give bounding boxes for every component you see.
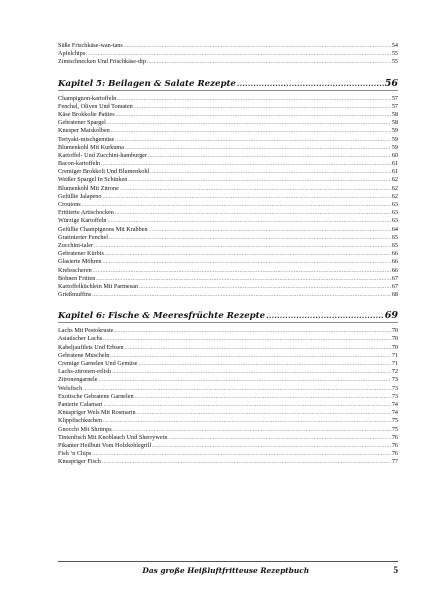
- dot-leader: [139, 284, 391, 292]
- toc-entry[interactable]: [58, 344, 398, 352]
- toc-entry-page-number: 73: [391, 384, 398, 392]
- toc-entry-page-number: 58: [391, 110, 398, 118]
- toc-entry-page-number: 71: [391, 360, 398, 367]
- toc-entry-title: Bacon-kartoffeln: [58, 160, 101, 168]
- toc-entry-title: Teriyaki-mischgemüse: [58, 135, 115, 143]
- toc-entry-title: Zucchini-taler: [58, 241, 94, 249]
- toc-entry-title: Blumenkohl Mit Zitrone: [58, 184, 119, 192]
- toc-entry[interactable]: [58, 217, 398, 225]
- dot-leader: [149, 227, 391, 235]
- toc-entry-page-number: 70: [391, 335, 398, 343]
- toc-entry-title: Gefüllte Champignons Mit Krabben: [58, 225, 148, 233]
- toc-entry-page-number: 66: [391, 258, 398, 266]
- dot-leader: [124, 43, 391, 51]
- toc-entry[interactable]: [58, 50, 398, 58]
- toc-entry-page-number: 59: [391, 127, 398, 135]
- dot-leader: [139, 361, 391, 369]
- toc-entry-title: Gnocchi Mit Shrimps: [58, 425, 112, 433]
- toc-entry[interactable]: [58, 242, 398, 250]
- dot-leader: [114, 328, 390, 336]
- toc-entry-title: Knuspriger Wels Mit Rosmarin: [58, 409, 136, 417]
- toc-entry[interactable]: [58, 376, 398, 384]
- toc-entry[interactable]: [58, 168, 398, 176]
- dot-leader: [92, 451, 390, 459]
- toc-entry[interactable]: [58, 144, 398, 152]
- toc-entry-page-number: 65: [391, 233, 398, 241]
- toc-entry-title: Gratinierter Fenchel: [58, 233, 108, 241]
- toc-entry[interactable]: [58, 368, 398, 376]
- toc-chapter-section: [58, 309, 398, 466]
- toc-entry-page-number: 74: [391, 400, 398, 408]
- toc-entry[interactable]: [58, 42, 398, 50]
- dot-leader: [128, 177, 390, 185]
- dot-leader: [108, 218, 391, 226]
- toc-entry-page-number: 63: [391, 209, 398, 217]
- toc-entry-title: Cremiger Brokkoli Und Blumenkohl: [58, 168, 150, 176]
- toc-entry-page-number: 63: [391, 217, 398, 225]
- toc-entry-page-number: 64: [391, 225, 398, 233]
- dot-leader: [115, 137, 391, 145]
- chapter-heading-page-number: 56: [384, 77, 398, 89]
- toc-entry-title: Gebratene Muscheln: [58, 351, 110, 359]
- chapter-heading[interactable]: [58, 77, 398, 91]
- toc-entry[interactable]: [58, 327, 398, 335]
- toc-entry[interactable]: [58, 160, 398, 168]
- dot-leader: [112, 369, 391, 377]
- toc-entry-title: Apfelchips: [58, 50, 86, 58]
- toc-entry-page-number: 63: [391, 201, 398, 208]
- toc-entry-title: Welsfisch: [58, 384, 83, 392]
- toc-entry-title: Grießmuffins: [58, 291, 92, 299]
- toc-entry-page-number: 72: [391, 368, 398, 376]
- dot-leader: [109, 235, 391, 243]
- chapter-heading[interactable]: [58, 309, 398, 323]
- dot-leader: [110, 353, 390, 361]
- toc-entry[interactable]: [58, 352, 398, 360]
- toc-entry[interactable]: [58, 176, 398, 184]
- toc-entry-page-number: 59: [391, 135, 398, 143]
- toc-top-entries: [58, 42, 398, 67]
- toc-entry-page-number: 61: [391, 160, 398, 168]
- toc-entry-page-number: 62: [391, 176, 398, 184]
- dot-leader: [134, 104, 391, 112]
- toc-entry[interactable]: [58, 283, 398, 291]
- dot-leader: [237, 77, 384, 90]
- toc-entry-page-number: 67: [391, 282, 398, 290]
- toc-entry[interactable]: [58, 335, 398, 343]
- toc-entry[interactable]: [58, 193, 398, 201]
- toc-entry-title: Frittierte Artischocken: [58, 209, 114, 217]
- toc-entry-title: Gebratener Spargel: [58, 119, 106, 127]
- toc-entry[interactable]: [58, 58, 398, 66]
- toc-entry-title: Knusper Maiskolben: [58, 127, 110, 135]
- toc-entry-title: Kartoffel- Und Zucchini-hamburger: [58, 151, 148, 159]
- toc-entry[interactable]: [58, 258, 398, 266]
- toc-entry-title: Croutons: [58, 201, 81, 208]
- toc-entry-title: Glasierte Möhren: [58, 258, 102, 266]
- toc-entry[interactable]: [58, 450, 398, 458]
- toc-entry-title: Zitronengarnele: [58, 376, 98, 384]
- toc-entry-page-number: 70: [391, 343, 398, 351]
- toc-entry[interactable]: [58, 385, 398, 393]
- toc-entry-page-number: 66: [391, 266, 398, 274]
- dot-leader: [117, 96, 391, 104]
- toc-entry[interactable]: [58, 119, 398, 127]
- dot-leader: [103, 418, 391, 426]
- toc-entry[interactable]: [58, 417, 398, 425]
- dot-leader: [99, 377, 391, 385]
- dot-leader: [105, 251, 391, 259]
- dot-leader: [111, 128, 391, 136]
- toc-entry-page-number: 60: [391, 151, 398, 159]
- dot-leader: [152, 443, 391, 451]
- dot-leader: [103, 336, 391, 344]
- toc-entry[interactable]: [58, 426, 398, 434]
- toc-entry-title: Cremige Garnelen Und Gemüse: [58, 360, 138, 367]
- chapter-heading-title: Kapitel 6: Fische & Meeresfrüchte Rezepte: [58, 311, 266, 322]
- toc-entry-title: Fenchel, Oliven Und Tomaten: [58, 102, 133, 110]
- toc-entry-title: Champignon-kartoffeln: [58, 94, 117, 102]
- dot-leader: [92, 292, 391, 300]
- toc-entry-page-number: 76: [391, 450, 398, 458]
- toc-entry-page-number: 58: [391, 119, 398, 127]
- toc-entry-page-number: 73: [391, 392, 398, 400]
- table-of-contents: [58, 42, 398, 466]
- toc-entry-title: Weißer Spargel In Schinken: [58, 176, 128, 184]
- toc-entry[interactable]: [58, 209, 398, 217]
- toc-entry-title: Kabeljaufilets Und Erbsen: [58, 343, 124, 351]
- toc-chapter-section: [58, 77, 398, 300]
- toc-entry-page-number: 77: [391, 458, 398, 466]
- toc-entry-title: Exotische Gebratene Garnelen: [58, 392, 134, 400]
- toc-entry[interactable]: [58, 409, 398, 417]
- dot-leader: [266, 309, 384, 322]
- dot-leader: [93, 268, 391, 276]
- toc-entry[interactable]: [58, 152, 398, 160]
- dot-leader: [94, 243, 391, 251]
- dot-leader: [115, 210, 391, 218]
- toc-entry-page-number: 67: [391, 274, 398, 282]
- footer-book-title: Das große Heißluftfritteuse Rezeptbuch: [142, 566, 310, 575]
- toc-entry[interactable]: [58, 250, 398, 258]
- toc-entry-title: Gefüllte Jalapeno: [58, 192, 102, 200]
- toc-entry-title: Tintenfisch Mit Knoblauch Und Sherrywein: [58, 433, 168, 441]
- toc-entry-title: Süße Frischkäse-wan-tans: [58, 42, 123, 49]
- toc-entry-page-number: 55: [391, 50, 398, 58]
- toc-entry[interactable]: [58, 234, 398, 242]
- dot-leader: [104, 402, 391, 410]
- toc-entry-page-number: 71: [391, 351, 398, 359]
- toc-entry-page-number: 59: [391, 143, 398, 151]
- toc-entry-title: Zimtschnecken Und Frischkäse-dip: [58, 58, 146, 66]
- dot-leader: [107, 120, 391, 128]
- toc-entry-title: Klippfischkuchen: [58, 417, 102, 425]
- toc-entry-page-number: 54: [391, 42, 398, 49]
- dot-leader: [150, 169, 391, 177]
- toc-entry-title: Gebratener Kürbis: [58, 250, 104, 258]
- toc-entry[interactable]: [58, 458, 398, 466]
- toc-entry[interactable]: [58, 185, 398, 193]
- toc-entry-title: Lachs-zitronen-relish: [58, 368, 111, 376]
- toc-entry-title: Blumenkohl Mit Kurkuma: [58, 143, 124, 151]
- toc-entry[interactable]: [58, 226, 398, 234]
- dot-leader: [120, 186, 391, 194]
- toc-entry-page-number: 68: [391, 291, 398, 299]
- dot-leader: [116, 112, 391, 120]
- dot-leader: [102, 194, 390, 202]
- toc-entry-title: Lachs Mit Pestokruste: [58, 327, 114, 335]
- toc-entry[interactable]: [58, 127, 398, 135]
- toc-entry-title: Fish ‘n Chips: [58, 450, 92, 458]
- dot-leader: [82, 202, 391, 210]
- toc-entry-page-number: 61: [391, 168, 398, 176]
- dot-leader: [168, 435, 390, 443]
- toc-entry-title: Käse Brokkolie Patties: [58, 110, 115, 118]
- dot-leader: [102, 259, 390, 267]
- toc-entry-title: Bohnen Fritten: [58, 274, 96, 282]
- footer-page-number: 5: [393, 565, 398, 575]
- toc-entry[interactable]: [58, 267, 398, 275]
- toc-entry-page-number: 62: [391, 192, 398, 200]
- toc-entry[interactable]: [58, 201, 398, 209]
- toc-entry-page-number: 76: [391, 441, 398, 449]
- chapter-heading-page-number: 69: [384, 310, 398, 322]
- page-footer: [58, 561, 398, 575]
- toc-chapters: [58, 77, 398, 467]
- chapter-heading-title: Kapitel 5: Beilagen & Salate Rezepte: [58, 78, 236, 89]
- toc-entry-page-number: 55: [391, 58, 398, 66]
- toc-entry[interactable]: [58, 136, 398, 144]
- toc-entry-page-number: 75: [391, 417, 398, 425]
- dot-leader: [137, 410, 391, 418]
- dot-leader: [125, 345, 391, 353]
- toc-entry-title: Panierte Calamari: [58, 400, 103, 408]
- toc-entry-title: Würzige Kartoffeln: [58, 217, 107, 225]
- toc-entry-page-number: 57: [391, 102, 398, 110]
- toc-entry-page-number: 73: [391, 376, 398, 384]
- dot-leader: [96, 276, 391, 284]
- toc-entry[interactable]: [58, 103, 398, 111]
- toc-entry[interactable]: [58, 401, 398, 409]
- toc-entry-page-number: 57: [391, 94, 398, 102]
- toc-entry[interactable]: [58, 111, 398, 119]
- toc-entry-title: Asiatischer Lachs: [58, 335, 103, 343]
- dot-leader: [148, 153, 391, 161]
- dot-leader: [102, 459, 391, 467]
- dot-leader: [135, 394, 391, 402]
- dot-leader: [147, 59, 391, 67]
- toc-entry[interactable]: [58, 291, 398, 299]
- toc-entry-page-number: 76: [391, 433, 398, 441]
- toc-entry[interactable]: [58, 393, 398, 401]
- toc-entry-title: Krebsscheren: [58, 266, 92, 274]
- toc-entry-page-number: 62: [391, 184, 398, 192]
- toc-entry[interactable]: [58, 275, 398, 283]
- toc-entry[interactable]: [58, 434, 398, 442]
- toc-entry-page-number: 65: [391, 241, 398, 249]
- toc-entry[interactable]: [58, 442, 398, 450]
- toc-entry-title: Pikanter Heilbutt Vom Holzkohlegrill: [58, 441, 152, 449]
- toc-entry-title: Kartoffelküchlein Mit Parmesan: [58, 282, 138, 290]
- dot-leader: [125, 145, 391, 153]
- toc-entry-page-number: 74: [391, 409, 398, 417]
- toc-entry-page-number: 66: [391, 250, 398, 258]
- toc-entry-page-number: 75: [391, 425, 398, 433]
- toc-entry[interactable]: [58, 360, 398, 368]
- toc-entry-page-number: 70: [391, 327, 398, 335]
- toc-entry[interactable]: [58, 95, 398, 103]
- toc-entry-title: Knuspriger Fisch: [58, 458, 101, 466]
